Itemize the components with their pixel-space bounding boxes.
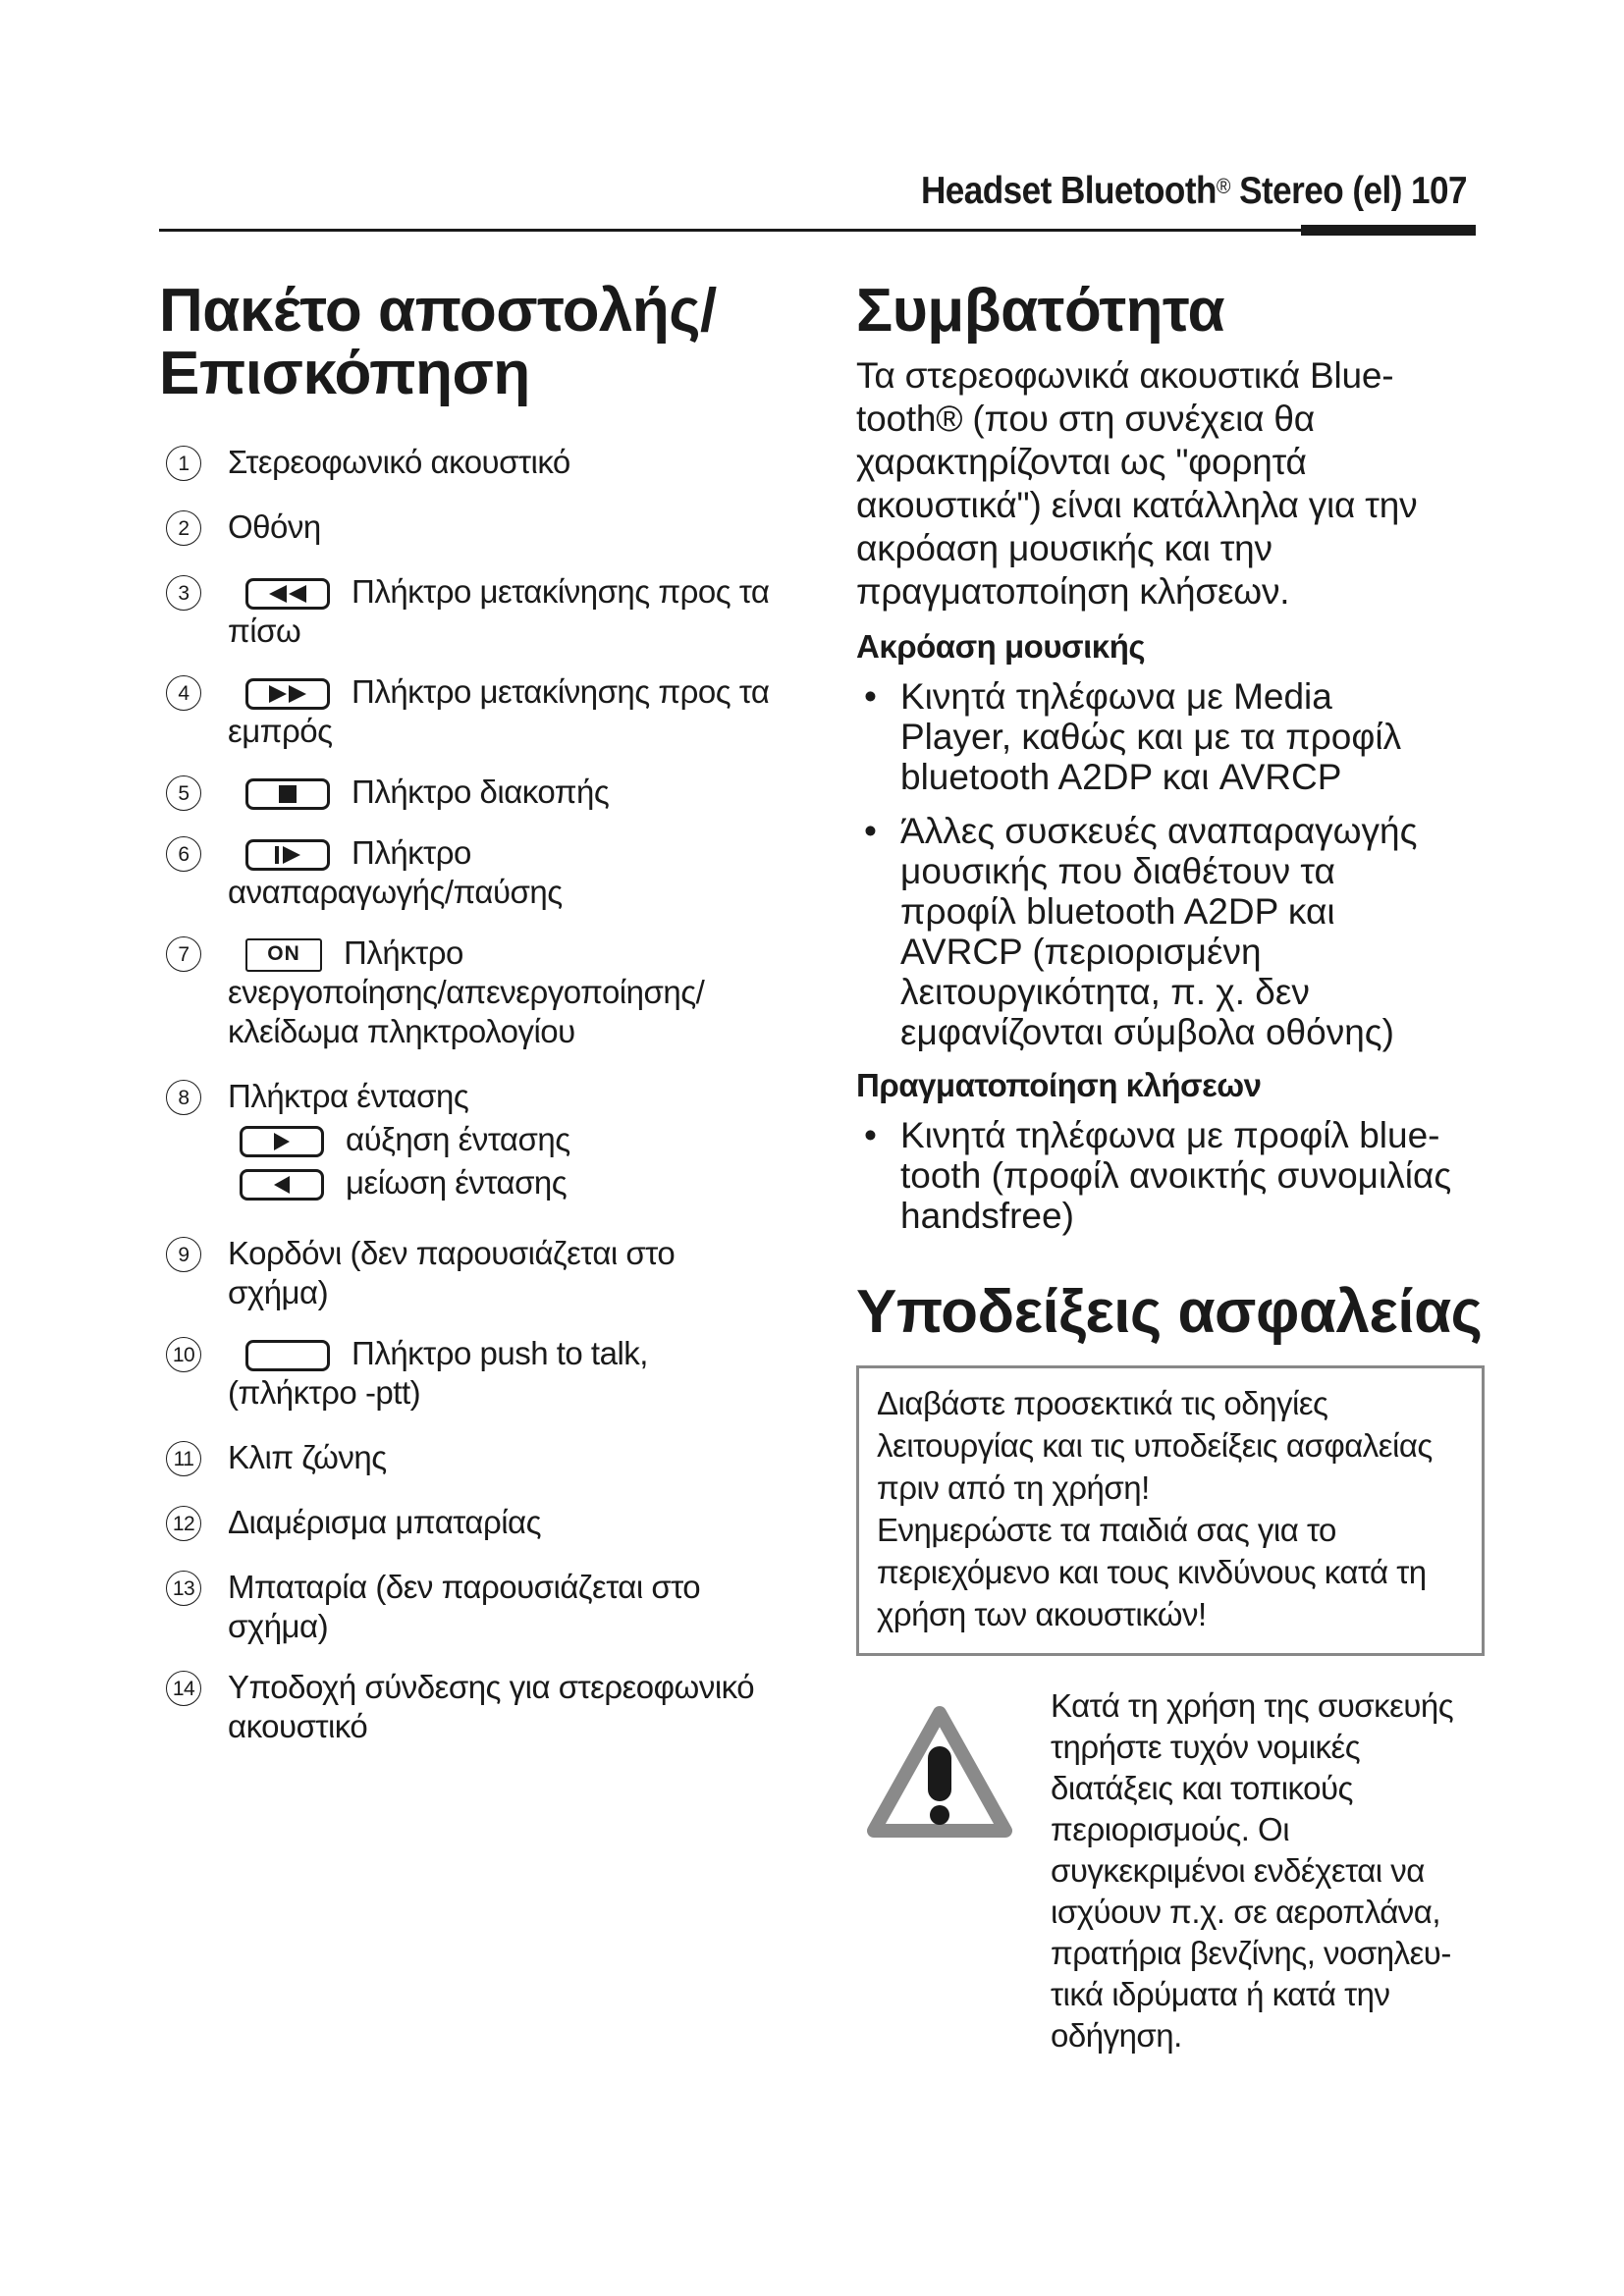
item-text-cont: σχήμα) xyxy=(228,1608,329,1644)
item-text-cont: σχήμα) xyxy=(228,1274,329,1310)
header-rule-accent xyxy=(1301,225,1476,236)
item-text: Διαμέρισμα μπαταρίας xyxy=(228,1504,542,1540)
list-item-14 xyxy=(159,1668,787,1746)
right-column xyxy=(856,277,1485,2056)
item-number: 7 xyxy=(166,936,201,972)
header-title: Headset Bluetooth xyxy=(920,170,1217,212)
volume-up-text: αύξηση έντασης xyxy=(346,1121,570,1157)
safety-heading: Υποδείξεις ασφαλείας xyxy=(856,1278,1483,1346)
item-number: 4 xyxy=(166,675,201,711)
item-text: Πλήκτρο διακοπής xyxy=(352,774,610,810)
registered-mark: ® xyxy=(1216,174,1230,198)
warning-section xyxy=(856,1685,1485,2056)
item-text: Πλήκτρο xyxy=(344,934,463,971)
item-text-cont: αναπαραγωγής/παύσης xyxy=(228,874,563,910)
item-number: 9 xyxy=(166,1237,201,1272)
warning-text: Κατά τη χρήση της συσκευής τηρήστε τυχόν νομικές διατάξεις και τοπικούς περιορισμούς. Οι συγκεκριμένοι ενδέχεται να ισχύουν π.χ. σε αεροπλάνα, πρατήρια βενζίνης, νοσηλευ- τικά ιδρύματα ή κατά την οδήγηση. xyxy=(1051,1687,1454,2054)
volume-up-row xyxy=(228,1120,787,1159)
list-item-9 xyxy=(159,1234,787,1312)
music-heading: Ακρόαση μουσικής xyxy=(856,628,1146,665)
item-text: Υποδοχή σύνδεσης για στερεοφωνικό xyxy=(228,1669,755,1705)
safety-notice-box: Διαβάστε προσεκτικά τις οδηγίες λειτουργίας και τις υποδείξεις ασφαλείας πριν από τη χρήση! Ενημερώστε τα παιδιά σας για το περιεχόμενο και τους κινδύνους κατά τη χρήση των ακουστικών! xyxy=(856,1365,1485,1656)
item-number: 11 xyxy=(166,1441,201,1476)
blank-key-icon xyxy=(245,1340,330,1371)
item-number: 12 xyxy=(166,1506,201,1541)
item-number: 14 xyxy=(166,1671,201,1706)
volume-down-text: μείωση έντασης xyxy=(346,1164,568,1201)
header-title-rest: Stereo (el) 107 xyxy=(1229,170,1467,212)
list-item-8 xyxy=(159,1077,787,1202)
item-number: 13 xyxy=(166,1571,201,1606)
volume-down-row xyxy=(228,1163,787,1202)
list-item-10 xyxy=(159,1334,787,1413)
header-rule xyxy=(159,229,1476,232)
item-text-cont: πίσω xyxy=(228,613,301,649)
list-item-2 xyxy=(159,507,787,547)
music-bullet-2: • Άλλες συσκευές αναπαραγωγής μουσικής που διαθέτουν τα προφίλ bluetooth A2DP και AVRCP (περιορισμένη λειτουργικότητα, π. χ. δεν εμφανίζονται σύμβολα οθόνης) xyxy=(864,811,1418,1052)
fast-forward-icon xyxy=(245,678,330,710)
rewind-icon xyxy=(245,578,330,610)
list-item-1 xyxy=(159,443,787,482)
item-text: Μπαταρία (δεν παρουσιάζεται στο xyxy=(228,1569,701,1605)
item-number: 5 xyxy=(166,775,201,811)
list-item-5 xyxy=(159,773,787,812)
stop-icon xyxy=(245,778,330,810)
list-item-13 xyxy=(159,1568,787,1646)
item-number: 8 xyxy=(166,1080,201,1115)
item-text: Πλήκτρο μετακίνησης προς τα xyxy=(352,673,770,710)
item-text: Πλήκτρο μετακίνησης προς τα xyxy=(352,573,770,610)
item-text: Πλήκτρα έντασης xyxy=(228,1078,469,1114)
calls-bullet-1: • Κινητά τηλέφωνα με προφίλ blue- tooth (προφίλ ανοικτής συνομιλίας handsfree) xyxy=(864,1115,1452,1236)
play-pause-icon xyxy=(245,839,330,871)
calls-heading: Πραγματοποίηση κλήσεων xyxy=(856,1067,1262,1103)
bullet-mark: • xyxy=(864,1115,877,1155)
warning-triangle-icon xyxy=(866,1705,1013,1847)
volume-up-icon xyxy=(240,1126,324,1157)
item-text: Πλήκτρο xyxy=(352,834,471,871)
item-text: Κορδόνι (δεν παρουσιάζεται στο xyxy=(228,1235,676,1271)
item-text-cont: ακουστικό xyxy=(228,1708,368,1744)
list-item-3 xyxy=(159,572,787,651)
volume-down-icon xyxy=(240,1169,324,1201)
list-item-12 xyxy=(159,1503,787,1542)
item-text: Οθόνη xyxy=(228,508,321,545)
item-text: Στερεοφωνικό ακουστικό xyxy=(228,444,570,480)
item-number: 1 xyxy=(166,446,201,481)
on-key-icon: ON xyxy=(245,938,322,972)
left-column xyxy=(159,277,787,1746)
bullet-mark: • xyxy=(864,676,877,717)
item-text-cont: ενεργοποίησης/απενεργοποίησης/ xyxy=(228,974,705,1010)
music-bullet-1: • Κινητά τηλέφωνα με Media Player, καθώς και με τα προφίλ bluetooth A2DP και AVRCP xyxy=(864,676,1402,797)
page-header xyxy=(146,167,1467,211)
bullet-mark: • xyxy=(864,811,877,851)
list-item-6 xyxy=(159,833,787,912)
item-text: Κλιπ ζώνης xyxy=(228,1439,387,1475)
item-text-cont: εμπρός xyxy=(228,713,333,749)
compatibility-paragraph: Τα στερεοφωνικά ακουστικά Blue- tooth® (που στη συνέχεια θα χαρακτηρίζονται ως "φορητά ακουστικά") είναι κατάλληλα για την ακρόαση μουσικής και την πραγματοποίηση κλήσεων. xyxy=(856,355,1418,612)
list-item-4 xyxy=(159,672,787,751)
item-text: Πλήκτρο push to talk, xyxy=(352,1335,648,1371)
item-text-cont: κλείδωμα πληκτρολογίου xyxy=(228,1013,575,1049)
item-text-cont: (πλήκτρο -ptt) xyxy=(228,1374,421,1411)
list-item-7 xyxy=(159,934,787,1051)
item-number: 2 xyxy=(166,510,201,546)
compatibility-heading: Συμβατότητα xyxy=(856,277,1225,345)
item-number: 3 xyxy=(166,575,201,611)
item-number: 10 xyxy=(166,1337,201,1372)
item-number: 6 xyxy=(166,836,201,872)
package-heading: Πακέτο αποστολής/ Επισκόπηση xyxy=(159,277,717,407)
list-item-11 xyxy=(159,1438,787,1477)
